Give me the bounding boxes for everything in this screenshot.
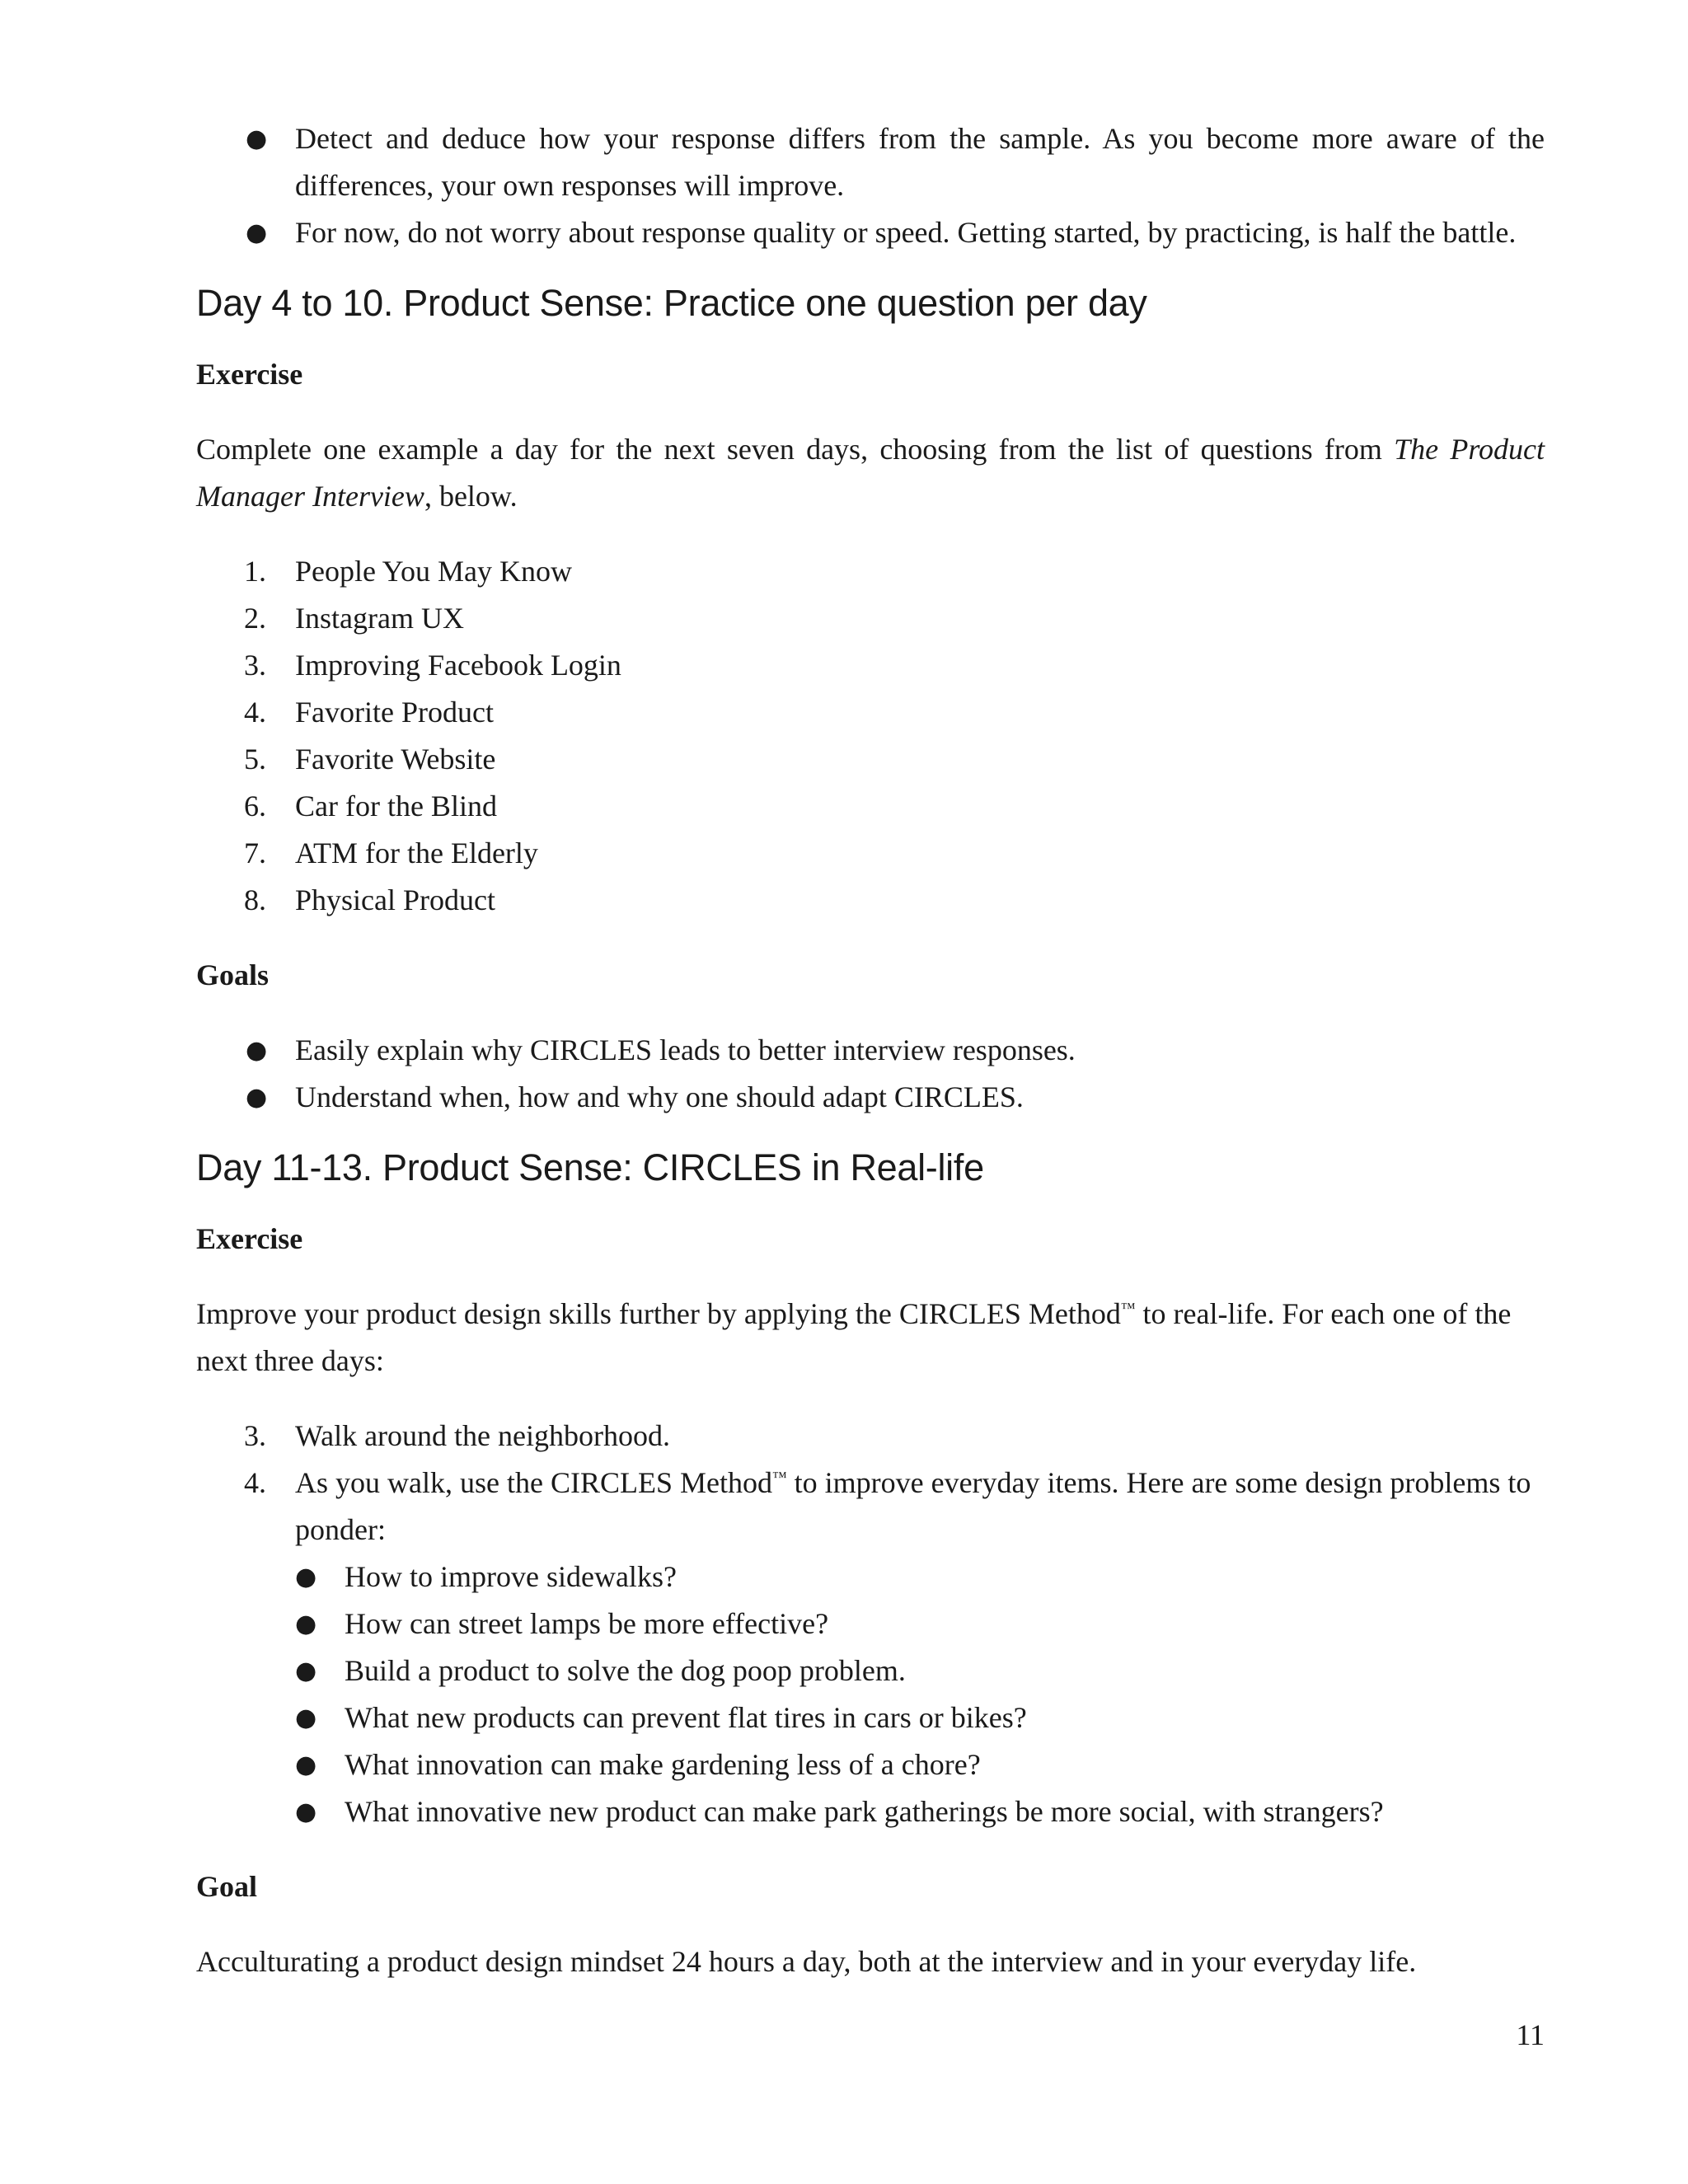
exercise-label: Exercise (196, 358, 303, 391)
step-list (196, 1413, 1545, 1554)
bullet-icon: ● (295, 1704, 317, 1732)
exercise-label: Exercise (196, 1222, 303, 1255)
section-heading-day-11-13: Day 11-13. Product Sense: CIRCLES in Real-life (196, 1146, 984, 1188)
exercise-paragraph: Complete one example a day for the next seven days, choosing from the list of questions from The Product Manager Interview, below. (196, 433, 1545, 513)
list-item: 4. Favorite Product (244, 696, 494, 729)
goals-label: Goals (196, 958, 270, 991)
exercise-paragraph: Improve your product design skills further by applying the CIRCLES Method™ to real-life. For each one of the next three days: (196, 1297, 1512, 1377)
list-item: ● How can street lamps be more effective? (196, 1601, 1545, 1647)
bullet-icon: ● (246, 218, 268, 247)
list-item: 7. ATM for the Elderly (244, 837, 538, 869)
list-item: 3. Improving Facebook Login (244, 649, 621, 682)
section-heading-day-4-10: Day 4 to 10. Product Sense: Practice one question per day (196, 282, 1147, 324)
bullet-icon: ● (295, 1797, 317, 1826)
list-item: 6. Car for the Blind (244, 790, 497, 823)
list-item: 4. As you walk, use the CIRCLES Method™ to improve everyday items. Here are some design problems to ponder: (244, 1466, 1531, 1546)
page-number: 11 (1516, 2018, 1545, 2051)
list-item: ● Build a product to solve the dog poop problem. (196, 1647, 1545, 1694)
bullet-icon: ● (295, 1610, 317, 1638)
list-item: ● What innovation can make gardening less of a chore? (196, 1741, 1545, 1788)
design-problems-list (196, 1554, 1545, 1835)
book-title: The Product Manager Interview (196, 433, 1545, 513)
bullet-icon: ● (246, 1036, 268, 1065)
intro-bullet-1: ● Detect and deduce how your response differs from the sample. As you become more aware of the differences, your own responses will improve. (196, 115, 1545, 209)
intro-bullet-2: ● For now, do not worry about response quality or speed. Getting started, by practicing, is half the battle. (196, 209, 1545, 256)
goal-item: ● Easily explain why CIRCLES leads to better interview responses. (196, 1027, 1545, 1074)
list-item: ● What new products can prevent flat tires in cars or bikes? (196, 1694, 1545, 1741)
bullet-icon: ● (295, 1657, 317, 1685)
question-list (196, 548, 1545, 924)
document-page (196, 115, 1545, 1985)
goal-paragraph: Acculturating a product design mindset 24 hours a day, both at the interview and in your everyday life. (196, 1945, 1417, 1978)
intro-bullet-list (196, 115, 1545, 256)
list-item: 1. People You May Know (244, 555, 573, 588)
bullet-icon: ● (295, 1750, 317, 1779)
list-item: ● How to improve sidewalks? (196, 1554, 1545, 1601)
goal-item: ● Understand when, how and why one should adapt CIRCLES. (196, 1074, 1545, 1121)
list-item: 2. Instagram UX (244, 602, 464, 635)
list-item: 3. Walk around the neighborhood. (244, 1419, 670, 1452)
bullet-icon: ● (246, 124, 268, 153)
list-item: 8. Physical Product (244, 883, 495, 916)
goal-label: Goal (196, 1870, 258, 1903)
bullet-icon: ● (246, 1083, 268, 1112)
goals-list (196, 1027, 1545, 1121)
trademark-symbol: ™ (771, 1469, 787, 1485)
list-item: 5. Favorite Website (244, 743, 496, 776)
bullet-icon: ● (295, 1563, 317, 1591)
trademark-symbol: ™ (1120, 1300, 1136, 1316)
list-item: ● What innovative new product can make park gatherings be more social, with strangers? (196, 1788, 1545, 1835)
